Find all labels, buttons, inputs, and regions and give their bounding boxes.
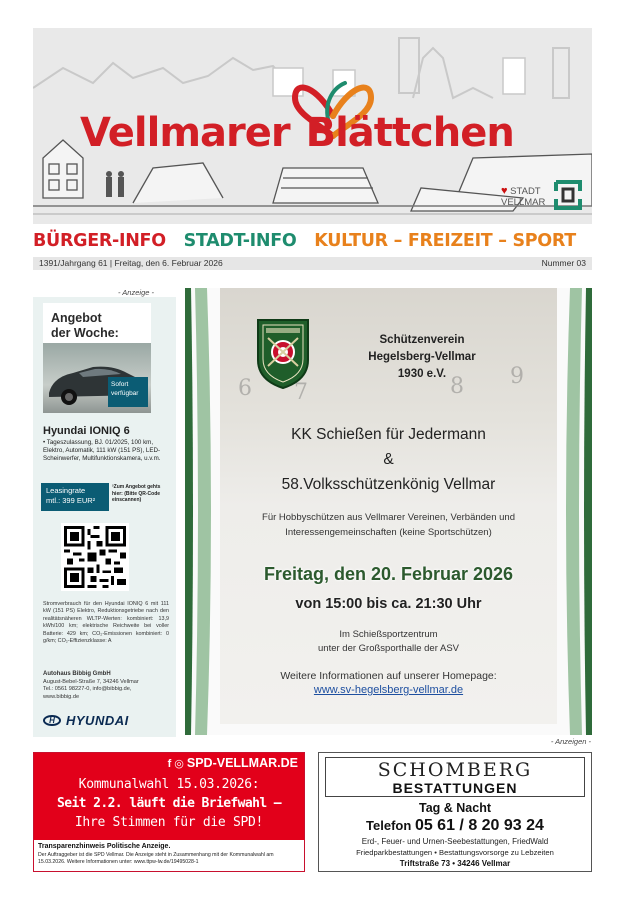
lease-rate-box bbox=[41, 483, 109, 511]
newspaper-title bbox=[80, 110, 514, 156]
masthead bbox=[33, 28, 592, 224]
green-stripe-left bbox=[185, 288, 219, 735]
lease-value: mtl.: 399 EUR² bbox=[46, 496, 96, 505]
ad-label-bottom: - Anzeigen - bbox=[550, 737, 591, 746]
spd-ad bbox=[33, 752, 305, 872]
city-logo-line-2: VELLMAR bbox=[501, 197, 546, 208]
availability-line-1: Sofort bbox=[111, 381, 129, 388]
green-stripe-right bbox=[558, 288, 592, 735]
section-stadt-info: STADT-INFO bbox=[183, 231, 297, 251]
offer-headline-1: Angebot bbox=[51, 311, 102, 325]
schomberg-ad bbox=[318, 752, 592, 872]
event-venue bbox=[220, 628, 557, 656]
venue-line-2: unter der Großsporthalle der ASV bbox=[318, 643, 459, 654]
dealer-contact: Tel.: 0561 98227-0, info@bibbig.de, bbox=[43, 686, 132, 693]
event-time: von 15:00 bis ca. 21:30 Uhr bbox=[295, 596, 482, 612]
qr-code-icon bbox=[64, 526, 126, 588]
event-audience: Für Hobbyschützen aus Vellmarer Vereinen, Verbänden und Interessengemeinschaften (keine Sportschützen) bbox=[262, 512, 515, 538]
spd-headline-2: Seit 2.2. läuft die Briefwahl – bbox=[56, 796, 282, 811]
schuetzenverein-ad bbox=[185, 288, 592, 735]
title-part-1: Vellmarer bbox=[80, 110, 290, 156]
schomberg-services-1: Erd-, Feuer- und Urnen-Seebestattungen, FriedWald bbox=[361, 837, 549, 846]
section-headings bbox=[33, 231, 593, 255]
city-square-logo-icon bbox=[553, 179, 583, 211]
event-title-2: 58.Volksschützenkönig Vellmar bbox=[281, 476, 496, 493]
event-ampersand: & bbox=[383, 451, 394, 468]
qr-code[interactable] bbox=[61, 523, 129, 591]
club-name-line-2: Hegelsberg-Vellmar bbox=[368, 351, 476, 363]
schomberg-services-2: Friedparkbestattungen • Bestattungsvorsorge zu Lebzeiten bbox=[356, 848, 554, 857]
event-date: Freitag, den 20. Februar 2026 bbox=[263, 564, 514, 584]
schomberg-tagline: Tag & Nacht bbox=[419, 801, 491, 815]
spd-red-banner bbox=[34, 753, 304, 840]
dealer-info bbox=[43, 671, 171, 701]
club-emblem-icon bbox=[254, 316, 312, 390]
spd-headline-3: Ihre Stimmen für die SPD! bbox=[74, 815, 264, 830]
title-part-2: Blättchen bbox=[305, 110, 514, 156]
club-homepage-link[interactable]: www.sv-hegelsberg-vellmar.de bbox=[313, 684, 464, 696]
dealer-name: Autohaus Bibbig GmbH bbox=[43, 671, 111, 677]
schomberg-name: SCHOMBERG bbox=[377, 759, 533, 781]
city-logo bbox=[501, 179, 587, 213]
availability-line-2: verfügbar bbox=[111, 390, 139, 397]
fine-print: Stromverbrauch für den Hyundai IONIQ 6 mit 111 kW (151 PS) Elektro, Reduktionsgetriebe nach den realitätsnäheren WLTP-Werten: kombiniert: 13,9 kWh/100 km; elektrische Reichweite bei voller Batterie: 429 km; CO₂-Emissionen kombiniert: 0 g/km; CO₂-Effizienzklasse: A bbox=[43, 601, 169, 645]
schomberg-logo bbox=[325, 757, 585, 797]
city-heart-icon: ♥ bbox=[501, 185, 508, 197]
dealer-address: August-Bebel-Straße 7, 34246 Vellmar bbox=[43, 678, 139, 685]
spd-transparency-text: Der Auftraggeber ist die SPD Vellmar. Die Anzeige steht in Zusammenhang mit der Kommunalwahl am 15.03.2026. Weitere Informationen unter: www.ttpw-lw.de/19495028-1 bbox=[38, 852, 274, 865]
city-logo-line-1: STADT bbox=[510, 186, 541, 197]
car-specs: • Tageszulassung, BJ. 01/2025, 100 km, Elektro, Automatik, 111 kW (151 PS), LED-Scheinwerfer, Multifunktionskamera, u.v.m. bbox=[43, 439, 161, 463]
section-kultur: KULTUR – FREIZEIT – SPORT bbox=[314, 231, 576, 251]
schomberg-phone bbox=[319, 817, 591, 835]
phone-number[interactable]: 05 61 / 8 20 93 24 bbox=[414, 817, 544, 834]
spd-website-label: SPD-VELLMAR.DE bbox=[186, 756, 298, 770]
club-name-line-1: Schützenverein bbox=[379, 334, 465, 346]
instagram-icon: ◎ bbox=[174, 758, 184, 770]
lease-label: Leasingrate bbox=[46, 486, 86, 495]
dealer-web[interactable]: www.bibbig.de bbox=[43, 693, 80, 700]
issue-number: Nummer 03 bbox=[541, 258, 586, 268]
schomberg-address: Triftstraße 73 • 34246 Vellmar bbox=[399, 859, 511, 868]
phone-label: Telefon bbox=[366, 818, 412, 833]
hyundai-logo-icon: H bbox=[43, 715, 61, 726]
ad-label-top: - Anzeige - bbox=[118, 288, 154, 297]
venue-line-1: Im Schießsportzentrum bbox=[339, 629, 438, 640]
spd-transparency-title: Transparenzhinweis Politische Anzeige. bbox=[38, 843, 171, 850]
spd-website[interactable] bbox=[168, 756, 298, 770]
hyundai-brand bbox=[43, 713, 129, 727]
schomberg-type: BESTATTUNGEN bbox=[392, 780, 518, 796]
brand-name: HYUNDAI bbox=[66, 712, 129, 728]
car-model: Hyundai IONIQ 6 bbox=[43, 425, 130, 437]
event-title-1: KK Schießen für Jedermann bbox=[291, 426, 486, 443]
lease-note: ²Zum Angebot gehts hier: (Bitte QR-Code einscannen) bbox=[112, 484, 161, 503]
spd-headline-1: Kommunalwahl 15.03.2026: bbox=[78, 777, 260, 792]
club-name-line-3: 1930 e.V. bbox=[397, 368, 447, 380]
more-info-text: Weitere Informationen auf unserer Homepage: bbox=[280, 670, 497, 682]
issue-info: 1391/Jahrgang 61 | Freitag, den 6. Februar 2026 bbox=[39, 258, 223, 268]
availability-badge bbox=[108, 377, 148, 407]
hyundai-ad bbox=[33, 297, 176, 737]
event-panel: 6 7 9 8 Schützenverein Hegelsberg-Vellmar 1930 e.V. KK Schießen für Jedermann & 58.Volksschützenkönig Vellmar Für Hobbyschützen aus Vellmarer Vereinen, Verbänden und Interessengemeinschaften (keine Sportschützen) Freitag, den 20. Februar 2026 von 15:00 bis ca. 21:30 Uhr Im Schießsportzentrum unter der Großsporthalle der ASV Weitere Informationen auf unserer Homepage: www.sv-hegelsberg-vellmar.de bbox=[220, 288, 557, 724]
section-buerger-info: BÜRGER-INFO bbox=[33, 231, 166, 251]
facebook-icon: f bbox=[167, 758, 172, 770]
club-name bbox=[322, 332, 522, 383]
issue-bar bbox=[33, 257, 592, 270]
offer-headline-2: der Woche: bbox=[51, 326, 119, 340]
